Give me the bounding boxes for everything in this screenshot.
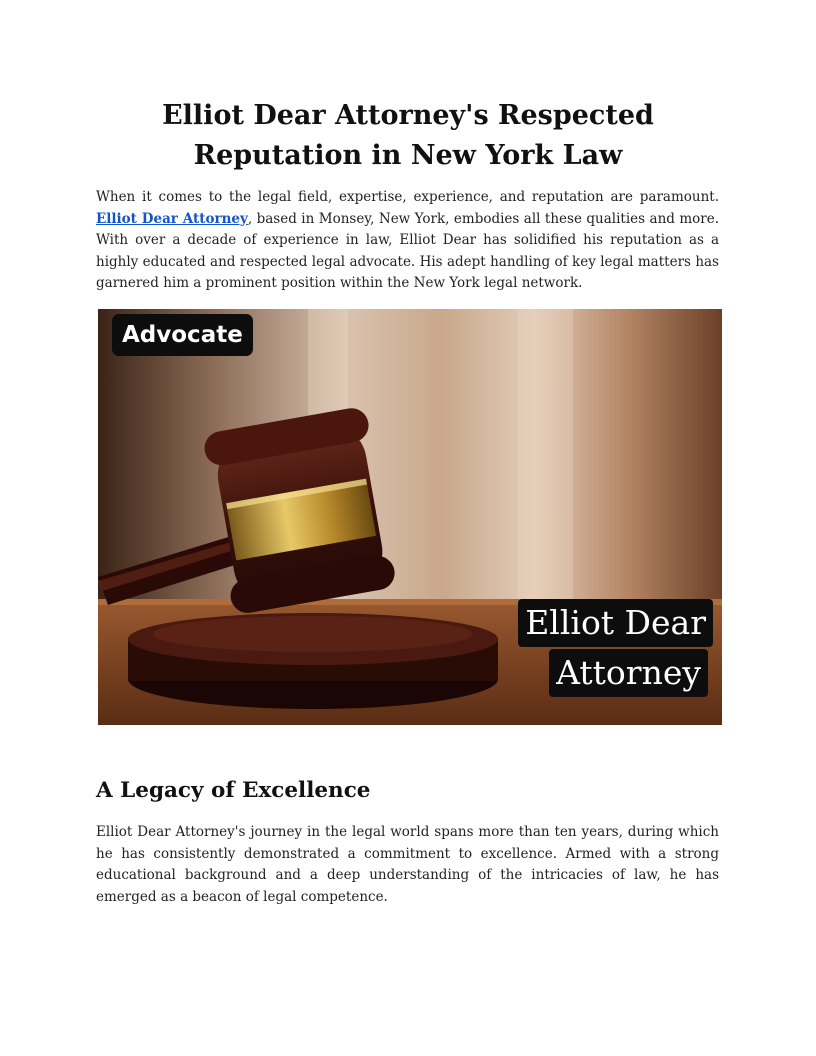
image-caption-line-1: Elliot Dear (518, 599, 713, 647)
image-caption-line-2: Attorney (549, 649, 708, 697)
section-paragraph: Elliot Dear Attorney's journey in the legal world spans more than ten years, during which he has consistently demonstrated a commitment to excellence. Armed with a strong educational background and a deep understanding of the intricacies of law, he has emerged as a beacon of legal competence. (96, 824, 719, 905)
intro-text-before-link: When it comes to the legal field, expertise, experience, and reputation are paramount. (96, 189, 719, 205)
article-title: Elliot Dear Attorney's Respected Reputation in New York Law (162, 100, 654, 171)
advocate-badge: Advocate (112, 314, 253, 356)
gavel-hero-image (98, 309, 722, 725)
section-heading: A Legacy of Excellence (96, 778, 371, 803)
intro-text-after-link: , based in Monsey, New York, embodies all these qualities and more. With over a decade of experience in law, Elliot Dear has solidified his reputation as a highly educated and respected legal advocate. His adept handling of key legal matters has garnered him a prominent position within the New York legal network. (96, 210, 720, 292)
elliot-dear-attorney-link[interactable]: Elliot Dear Attorney (96, 210, 248, 227)
intro-paragraph (96, 187, 719, 295)
